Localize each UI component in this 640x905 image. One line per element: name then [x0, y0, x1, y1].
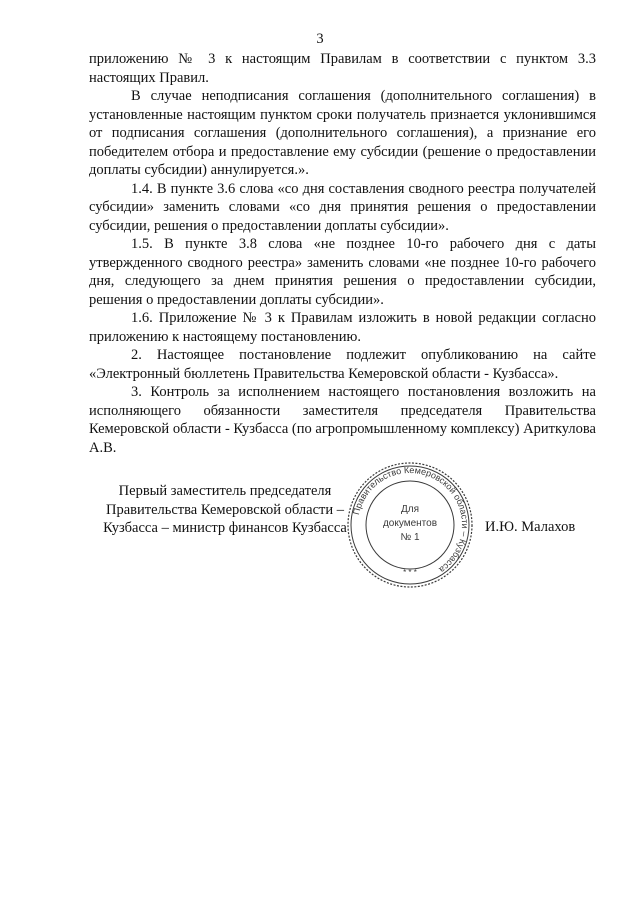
body-paragraph: В случае неподписания соглашения (дополнительного соглашения) в установленные настоящим пунктом сроки получатель признается уклонившимся от подписания соглашения (дополнительного соглашения), а признание его победителем отбора и предоставление ему субсидии (решение о предоставлении доплаты субсидии) аннулируется.».: [89, 88, 596, 178]
body-paragraph: 1.5. В пункте 3.8 слова «не позднее 10-го рабочего дня с даты утвержденного сводного реестра» заменить словами «не позднее 10-го рабочего дня, следующего за днем принятия решения о предоставлении субсидии, решения о предоставлении доплаты субсидии».: [89, 236, 596, 308]
page-number: 3: [316, 31, 324, 47]
stamp-center-line: Для: [400, 504, 420, 515]
stamp-ring-text: Правительство Кемеровской области – Кузбасса: [351, 464, 471, 575]
body-paragraph: 2. Настоящее постановление подлежит опубликованию на сайте «Электронный бюллетень Правительства Кемеровской области - Кузбасса».: [89, 347, 596, 382]
body-paragraph: приложению № 3 к настоящим Правилам в соответствии с пунктом 3.3 настоящих Правил.: [89, 51, 596, 86]
stamp-stars: * * *: [403, 568, 417, 577]
signature-position-line: Правительства Кемеровской области –: [105, 501, 345, 518]
body-paragraph: 3. Контроль за исполнением настоящего постановления возложить на исполняющего обязанности заместителя председателя Правительства Кемеровской области - Кузбасса (по агропромышленному комплексу) Ариткулова А.В.: [89, 384, 596, 456]
official-stamp: [345, 460, 475, 590]
signature-position-line: Кузбасса – министр финансов Кузбасса: [103, 520, 347, 536]
body-paragraph: 1.4. В пункте 3.6 слова «со дня составления сводного реестра получателей субсидии» заменить словами «со дня принятия решения о предоставлении субсидии, решения о предоставлении доплаты субсидии».: [89, 180, 596, 234]
signature-position-line: Первый заместитель председателя: [118, 483, 332, 499]
signer-name: И.Ю. Малахов: [485, 519, 576, 535]
stamp-center-line: документов: [382, 518, 438, 529]
signature-position: [90, 482, 360, 538]
stamp-center-line: № 1: [400, 532, 420, 543]
body-text: [89, 50, 596, 457]
stamp-graphic: [345, 460, 475, 590]
body-paragraph: 1.6. Приложение № 3 к Правилам изложить в новой редакции согласно приложению к настоящему постановлению.: [89, 310, 596, 345]
